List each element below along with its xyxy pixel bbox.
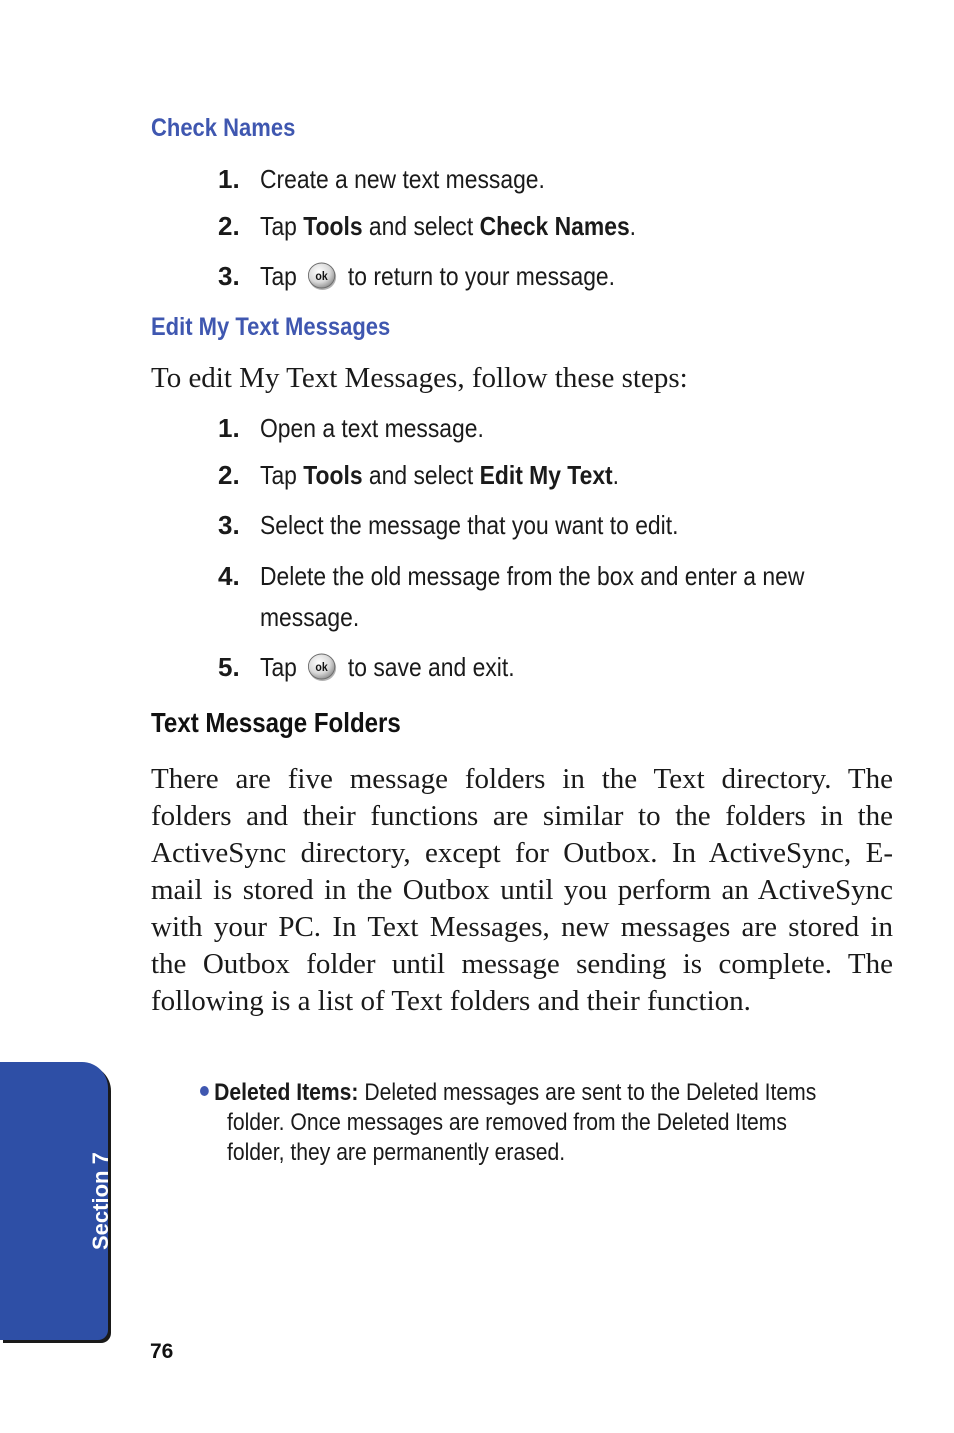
- edit-step-4-continued: message.: [260, 602, 360, 632]
- menu-tools: Tools: [303, 460, 363, 490]
- ok-button-icon: [307, 261, 337, 291]
- bullet-deleted-items: Deleted Items: Deleted messages are sent to the Deleted Items folder. Once messages are removed from the Deleted Items folder, they are permanently erased.: [200, 1078, 954, 1168]
- edit-step-3: 3. Select the message that you want to edit.: [218, 510, 679, 540]
- edit-step-5: 5. Tap ok to save and exit.: [218, 652, 515, 682]
- check-names-step-3: 3. Tap ok to return to your message.: [218, 261, 615, 291]
- bullet-term: Deleted Items:: [214, 1079, 359, 1106]
- page-number: 76: [150, 1340, 174, 1363]
- menu-edit-my-text: Edit My Text: [479, 460, 613, 490]
- bullet-dot-icon: [200, 1086, 209, 1096]
- heading-text-message-folders: Text Message Folders: [151, 707, 401, 738]
- edit-step-1: 1. Open a text message.: [218, 413, 484, 443]
- menu-tools: Tools: [303, 211, 363, 241]
- menu-check-names: Check Names: [479, 211, 630, 241]
- edit-step-4: 4. Delete the old message from the box and enter a new: [218, 561, 805, 591]
- edit-intro: To edit My Text Messages, follow these steps:: [151, 362, 688, 394]
- folders-paragraph: There are five message folders in the Text directory. The folders and their functions are similar to the folders in the ActiveSync directory, except for Outbox. In ActiveSync, E-mail is stored in the Outbox until you perform an ActiveSync with your PC. In Text Messages, new messages are stored in the Outbox folder until message sending is complete. The following is a list of Text folders and their function.: [151, 763, 893, 1017]
- section-label: Section 7: [88, 1152, 113, 1250]
- ok-button-icon: [307, 652, 337, 682]
- heading-check-names: Check Names: [151, 114, 296, 142]
- heading-edit-my-text: Edit My Text Messages: [151, 313, 391, 341]
- svg-text:ok: ok: [315, 661, 328, 675]
- edit-step-2: 2. Tap Tools and select Edit My Text.: [218, 460, 620, 490]
- svg-text:ok: ok: [315, 270, 328, 284]
- check-names-step-2: 2. Tap Tools and select Check Names.: [218, 211, 637, 241]
- check-names-step-1: 1. Create a new text message.: [218, 164, 545, 194]
